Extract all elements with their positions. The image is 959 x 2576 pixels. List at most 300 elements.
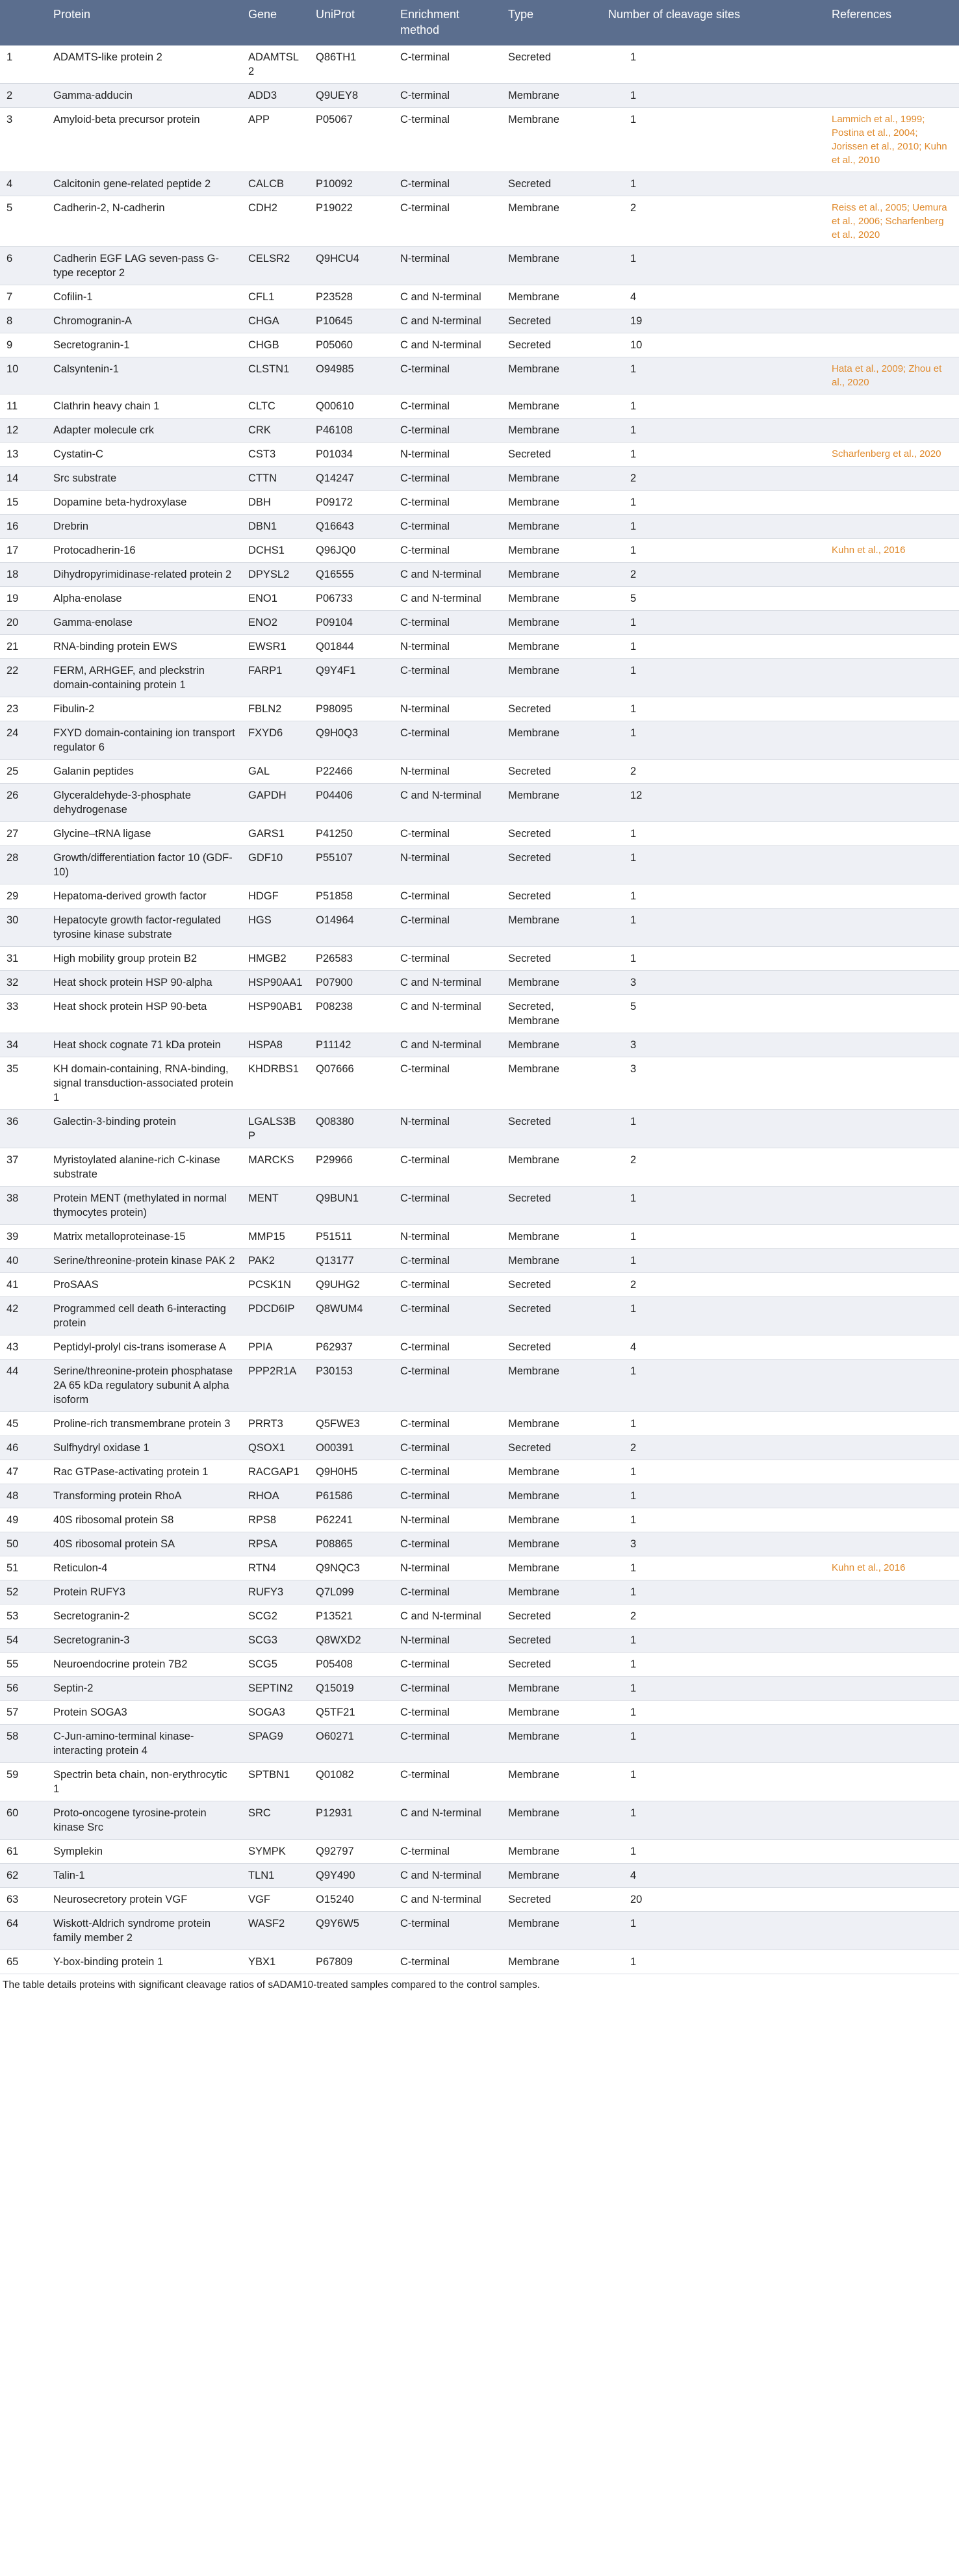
cell-protein: KH domain-containing, RNA-binding, signal transduction-associated protein 1 — [47, 1057, 242, 1110]
cell-index: 10 — [0, 357, 47, 394]
header-references: References — [825, 0, 959, 45]
cell-enrichment-method: C and N-terminal — [394, 309, 502, 333]
cell-enrichment-method: C and N-terminal — [394, 971, 502, 995]
cell-type: Membrane — [502, 1580, 602, 1604]
cell-uniprot: Q9UEY8 — [309, 84, 394, 108]
reference-links[interactable]: Scharfenberg et al., 2020 — [825, 443, 959, 467]
cell-references — [825, 760, 959, 784]
cell-cleavage-sites: 1 — [602, 846, 825, 884]
cell-protein: Septin-2 — [47, 1677, 242, 1701]
cell-references — [825, 285, 959, 309]
cell-uniprot: Q9BUN1 — [309, 1187, 394, 1225]
cell-gene: DPYSL2 — [242, 563, 309, 587]
table-row — [0, 1249, 959, 1273]
table-row — [0, 515, 959, 539]
cell-enrichment-method: C-terminal — [394, 721, 502, 760]
cell-index: 4 — [0, 172, 47, 196]
cell-index: 15 — [0, 491, 47, 515]
cell-references — [825, 1912, 959, 1950]
cell-type: Membrane — [502, 1148, 602, 1187]
cell-gene: ENO1 — [242, 587, 309, 611]
cell-index: 11 — [0, 394, 47, 419]
cell-type: Membrane — [502, 357, 602, 394]
cell-uniprot: P30153 — [309, 1359, 394, 1412]
cell-uniprot: P08865 — [309, 1532, 394, 1556]
cell-enrichment-method: N-terminal — [394, 443, 502, 467]
cell-type: Membrane — [502, 539, 602, 563]
cell-references — [825, 1888, 959, 1912]
cell-uniprot: O94985 — [309, 357, 394, 394]
cell-gene: ADAMTSL2 — [242, 45, 309, 84]
cell-type: Membrane — [502, 1532, 602, 1556]
header-index — [0, 0, 47, 45]
cell-index: 28 — [0, 846, 47, 884]
cell-cleavage-sites: 1 — [602, 1840, 825, 1864]
table-row — [0, 1110, 959, 1148]
table-row — [0, 760, 959, 784]
cell-uniprot: P12931 — [309, 1801, 394, 1840]
cell-enrichment-method: C-terminal — [394, 1725, 502, 1763]
cell-references — [825, 1950, 959, 1974]
cell-protein: Serine/threonine-protein kinase PAK 2 — [47, 1249, 242, 1273]
cell-protein: Peptidyl-prolyl cis-trans isomerase A — [47, 1335, 242, 1359]
cell-enrichment-method: C-terminal — [394, 822, 502, 846]
cell-cleavage-sites: 1 — [602, 659, 825, 697]
cell-enrichment-method: C and N-terminal — [394, 1801, 502, 1840]
cell-index: 22 — [0, 659, 47, 697]
cell-protein: Proline-rich transmembrane protein 3 — [47, 1412, 242, 1436]
cell-index: 27 — [0, 822, 47, 846]
cell-type: Membrane — [502, 491, 602, 515]
cell-cleavage-sites: 1 — [602, 394, 825, 419]
cell-index: 38 — [0, 1187, 47, 1225]
table-row — [0, 635, 959, 659]
cell-type: Membrane — [502, 635, 602, 659]
header-type: Type — [502, 0, 602, 45]
cell-gene: ADD3 — [242, 84, 309, 108]
cell-protein: Wiskott-Aldrich syndrome protein family member 2 — [47, 1912, 242, 1950]
cell-gene: DCHS1 — [242, 539, 309, 563]
cell-protein: 40S ribosomal protein SA — [47, 1532, 242, 1556]
cell-protein: Reticulon-4 — [47, 1556, 242, 1580]
cell-cleavage-sites: 1 — [602, 1225, 825, 1249]
reference-links[interactable]: Kuhn et al., 2016 — [825, 539, 959, 563]
cell-references — [825, 1801, 959, 1840]
table-row — [0, 196, 959, 247]
reference-links[interactable]: Lammich et al., 1999; Postina et al., 2004; Jorissen et al., 2010; Kuhn et al., 2010 — [825, 108, 959, 172]
cell-gene: RPS8 — [242, 1508, 309, 1532]
cell-gene: GAL — [242, 760, 309, 784]
cell-index: 9 — [0, 333, 47, 357]
cell-gene: RUFY3 — [242, 1580, 309, 1604]
cell-uniprot: Q8WUM4 — [309, 1297, 394, 1335]
cell-protein: Secretogranin-2 — [47, 1604, 242, 1629]
cell-index: 3 — [0, 108, 47, 172]
cell-references — [825, 659, 959, 697]
reference-links[interactable]: Kuhn et al., 2016 — [825, 1556, 959, 1580]
cell-index: 20 — [0, 611, 47, 635]
table-row — [0, 84, 959, 108]
cell-type: Membrane — [502, 1057, 602, 1110]
cell-uniprot: O00391 — [309, 1436, 394, 1460]
cell-cleavage-sites: 4 — [602, 285, 825, 309]
table-row — [0, 1359, 959, 1412]
cell-protein: Protocadherin-16 — [47, 539, 242, 563]
cell-type: Membrane — [502, 1763, 602, 1801]
table-row — [0, 1033, 959, 1057]
cell-cleavage-sites: 1 — [602, 697, 825, 721]
cell-references — [825, 1677, 959, 1701]
cell-cleavage-sites: 3 — [602, 1057, 825, 1110]
table-body — [0, 45, 959, 1974]
cell-index: 18 — [0, 563, 47, 587]
table-row — [0, 784, 959, 822]
cell-enrichment-method: C-terminal — [394, 611, 502, 635]
cell-protein: High mobility group protein B2 — [47, 947, 242, 971]
cell-index: 57 — [0, 1701, 47, 1725]
cell-uniprot: P62241 — [309, 1508, 394, 1532]
cell-uniprot: Q9Y6W5 — [309, 1912, 394, 1950]
table-row — [0, 1888, 959, 1912]
cell-gene: GDF10 — [242, 846, 309, 884]
cell-gene: YBX1 — [242, 1950, 309, 1974]
cell-index: 47 — [0, 1460, 47, 1484]
cell-gene: QSOX1 — [242, 1436, 309, 1460]
cell-references — [825, 611, 959, 635]
cell-protein: Glyceraldehyde-3-phosphate dehydrogenase — [47, 784, 242, 822]
cell-type: Membrane — [502, 247, 602, 285]
header-enrichment-method: Enrichment method — [394, 0, 502, 45]
cell-protein: ADAMTS-like protein 2 — [47, 45, 242, 84]
cell-gene: HSPA8 — [242, 1033, 309, 1057]
cell-enrichment-method: C-terminal — [394, 1840, 502, 1864]
cell-uniprot: P07900 — [309, 971, 394, 995]
header-row — [0, 0, 959, 45]
cell-cleavage-sites: 1 — [602, 247, 825, 285]
cell-gene: MENT — [242, 1187, 309, 1225]
cell-index: 13 — [0, 443, 47, 467]
cell-references — [825, 1033, 959, 1057]
cell-references — [825, 45, 959, 84]
cell-cleavage-sites: 20 — [602, 1888, 825, 1912]
cell-type: Secreted, Membrane — [502, 995, 602, 1033]
cell-references — [825, 635, 959, 659]
cell-enrichment-method: N-terminal — [394, 697, 502, 721]
cell-enrichment-method: C-terminal — [394, 196, 502, 247]
cell-type: Membrane — [502, 1864, 602, 1888]
cell-uniprot: Q16643 — [309, 515, 394, 539]
cell-protein: Proto-oncogene tyrosine-protein kinase Src — [47, 1801, 242, 1840]
cell-type: Membrane — [502, 1801, 602, 1840]
cell-references — [825, 1436, 959, 1460]
cell-references — [825, 884, 959, 908]
cell-references — [825, 1484, 959, 1508]
cell-index: 44 — [0, 1359, 47, 1412]
cell-references — [825, 1653, 959, 1677]
cell-cleavage-sites: 1 — [602, 1677, 825, 1701]
cell-references — [825, 1840, 959, 1864]
cell-index: 56 — [0, 1677, 47, 1701]
cell-enrichment-method: C-terminal — [394, 659, 502, 697]
cell-enrichment-method: N-terminal — [394, 1110, 502, 1148]
cell-type: Membrane — [502, 1249, 602, 1273]
cell-uniprot: Q15019 — [309, 1677, 394, 1701]
cell-index: 26 — [0, 784, 47, 822]
cell-protein: Transforming protein RhoA — [47, 1484, 242, 1508]
cell-gene: PRRT3 — [242, 1412, 309, 1436]
cell-uniprot: P46108 — [309, 419, 394, 443]
cell-gene: SCG2 — [242, 1604, 309, 1629]
cell-index: 61 — [0, 1840, 47, 1864]
cell-protein: Amyloid-beta precursor protein — [47, 108, 242, 172]
cell-type: Membrane — [502, 285, 602, 309]
cell-cleavage-sites: 1 — [602, 1249, 825, 1273]
table-row — [0, 1950, 959, 1974]
cell-uniprot: P41250 — [309, 822, 394, 846]
cell-gene: HGS — [242, 908, 309, 947]
cell-gene: CALCB — [242, 172, 309, 196]
cell-uniprot: Q5TF21 — [309, 1701, 394, 1725]
cell-type: Secreted — [502, 443, 602, 467]
cell-protein: Hepatocyte growth factor-regulated tyrosine kinase substrate — [47, 908, 242, 947]
cell-cleavage-sites: 4 — [602, 1335, 825, 1359]
cell-type: Membrane — [502, 659, 602, 697]
cell-protein: Myristoylated alanine-rich C-kinase substrate — [47, 1148, 242, 1187]
cell-enrichment-method: C-terminal — [394, 1763, 502, 1801]
table-row — [0, 1412, 959, 1436]
cell-uniprot: Q5FWE3 — [309, 1412, 394, 1436]
cell-type: Secreted — [502, 1888, 602, 1912]
cell-enrichment-method: N-terminal — [394, 1629, 502, 1653]
cell-type: Secreted — [502, 884, 602, 908]
cell-gene: SPAG9 — [242, 1725, 309, 1763]
cell-uniprot: Q9UHG2 — [309, 1273, 394, 1297]
cell-protein: Cystatin-C — [47, 443, 242, 467]
table-row — [0, 467, 959, 491]
cell-index: 55 — [0, 1653, 47, 1677]
cell-references — [825, 822, 959, 846]
cell-index: 36 — [0, 1110, 47, 1148]
cell-cleavage-sites: 2 — [602, 563, 825, 587]
cell-type: Secreted — [502, 1629, 602, 1653]
reference-links[interactable]: Hata et al., 2009; Zhou et al., 2020 — [825, 357, 959, 394]
cell-protein: Secretogranin-3 — [47, 1629, 242, 1653]
cell-type: Membrane — [502, 1033, 602, 1057]
cell-cleavage-sites: 1 — [602, 1725, 825, 1763]
cell-enrichment-method: C-terminal — [394, 1335, 502, 1359]
cell-protein: Heat shock cognate 71 kDa protein — [47, 1033, 242, 1057]
cell-references — [825, 467, 959, 491]
cell-uniprot: Q9H0H5 — [309, 1460, 394, 1484]
table-row — [0, 1297, 959, 1335]
cell-cleavage-sites: 1 — [602, 1653, 825, 1677]
cell-cleavage-sites: 1 — [602, 357, 825, 394]
cell-cleavage-sites: 1 — [602, 1701, 825, 1725]
cell-cleavage-sites: 2 — [602, 1273, 825, 1297]
cell-type: Membrane — [502, 611, 602, 635]
cell-gene: HSP90AA1 — [242, 971, 309, 995]
table-row — [0, 1701, 959, 1725]
cell-protein: Calcitonin gene-related peptide 2 — [47, 172, 242, 196]
cell-protein: Talin-1 — [47, 1864, 242, 1888]
cell-gene: TLN1 — [242, 1864, 309, 1888]
cell-protein: Clathrin heavy chain 1 — [47, 394, 242, 419]
cell-enrichment-method: C-terminal — [394, 1912, 502, 1950]
header-cleavage-sites: Number of cleavage sites — [602, 0, 825, 45]
cell-gene: PDCD6IP — [242, 1297, 309, 1335]
cell-type: Membrane — [502, 515, 602, 539]
cell-references — [825, 1110, 959, 1148]
table-row — [0, 563, 959, 587]
cell-enrichment-method: N-terminal — [394, 1508, 502, 1532]
cell-uniprot: Q92797 — [309, 1840, 394, 1864]
table-row — [0, 822, 959, 846]
cell-index: 31 — [0, 947, 47, 971]
cell-cleavage-sites: 2 — [602, 1604, 825, 1629]
cell-uniprot: Q13177 — [309, 1249, 394, 1273]
cell-protein: Heat shock protein HSP 90-beta — [47, 995, 242, 1033]
cell-gene: RPSA — [242, 1532, 309, 1556]
cell-protein: Drebrin — [47, 515, 242, 539]
cell-protein: Glycine–tRNA ligase — [47, 822, 242, 846]
cell-enrichment-method: C-terminal — [394, 1580, 502, 1604]
cell-type: Secreted — [502, 1297, 602, 1335]
cell-cleavage-sites: 1 — [602, 172, 825, 196]
cell-cleavage-sites: 1 — [602, 1460, 825, 1484]
cell-references — [825, 1604, 959, 1629]
cell-type: Membrane — [502, 84, 602, 108]
cell-uniprot: Q8WXD2 — [309, 1629, 394, 1653]
cell-protein: Cadherin EGF LAG seven-pass G-type receptor 2 — [47, 247, 242, 285]
cell-type: Membrane — [502, 784, 602, 822]
cell-type: Membrane — [502, 394, 602, 419]
cell-gene: SYMPK — [242, 1840, 309, 1864]
cell-uniprot: O15240 — [309, 1888, 394, 1912]
table-row — [0, 1912, 959, 1950]
cell-index: 7 — [0, 285, 47, 309]
cell-cleavage-sites: 1 — [602, 822, 825, 846]
table-row — [0, 846, 959, 884]
cell-type: Membrane — [502, 1840, 602, 1864]
table-row — [0, 721, 959, 760]
cell-index: 58 — [0, 1725, 47, 1763]
cell-gene: CHGB — [242, 333, 309, 357]
cell-type: Membrane — [502, 108, 602, 172]
cell-type: Secreted — [502, 947, 602, 971]
cell-cleavage-sites: 1 — [602, 45, 825, 84]
cell-enrichment-method: C-terminal — [394, 394, 502, 419]
cell-protein: FERM, ARHGEF, and pleckstrin domain-containing protein 1 — [47, 659, 242, 697]
cell-type: Membrane — [502, 1460, 602, 1484]
cell-type: Membrane — [502, 721, 602, 760]
cell-gene: CLSTN1 — [242, 357, 309, 394]
cell-cleavage-sites: 1 — [602, 1359, 825, 1412]
table-row — [0, 611, 959, 635]
cell-cleavage-sites: 5 — [602, 995, 825, 1033]
cell-uniprot: Q86TH1 — [309, 45, 394, 84]
cell-protein: Dopamine beta-hydroxylase — [47, 491, 242, 515]
cell-index: 52 — [0, 1580, 47, 1604]
cell-cleavage-sites: 1 — [602, 443, 825, 467]
cell-protein: Heat shock protein HSP 90-alpha — [47, 971, 242, 995]
cell-enrichment-method: C and N-terminal — [394, 333, 502, 357]
cell-references — [825, 784, 959, 822]
cell-index: 33 — [0, 995, 47, 1033]
cell-gene: ENO2 — [242, 611, 309, 635]
cell-cleavage-sites: 2 — [602, 760, 825, 784]
cell-cleavage-sites: 1 — [602, 1801, 825, 1840]
cell-uniprot: P23528 — [309, 285, 394, 309]
cell-protein: Dihydropyrimidinase-related protein 2 — [47, 563, 242, 587]
cell-enrichment-method: C-terminal — [394, 947, 502, 971]
cell-uniprot: P10092 — [309, 172, 394, 196]
cell-index: 8 — [0, 309, 47, 333]
table-row — [0, 884, 959, 908]
cell-cleavage-sites: 1 — [602, 1629, 825, 1653]
cell-protein: Calsyntenin-1 — [47, 357, 242, 394]
cell-enrichment-method: C and N-terminal — [394, 1604, 502, 1629]
table-row — [0, 1187, 959, 1225]
cell-index: 62 — [0, 1864, 47, 1888]
cell-protein: Galectin-3-binding protein — [47, 1110, 242, 1148]
table-row — [0, 1840, 959, 1864]
cell-protein: Matrix metalloproteinase-15 — [47, 1225, 242, 1249]
table-row — [0, 659, 959, 697]
cell-type: Secreted — [502, 333, 602, 357]
cell-gene: APP — [242, 108, 309, 172]
table-row — [0, 1725, 959, 1763]
cell-enrichment-method: C-terminal — [394, 1653, 502, 1677]
table-row — [0, 285, 959, 309]
table-row — [0, 1763, 959, 1801]
cell-gene: KHDRBS1 — [242, 1057, 309, 1110]
cell-cleavage-sites: 1 — [602, 419, 825, 443]
cell-cleavage-sites: 2 — [602, 1436, 825, 1460]
cell-gene: CDH2 — [242, 196, 309, 247]
cell-index: 43 — [0, 1335, 47, 1359]
cell-protein: FXYD domain-containing ion transport regulator 6 — [47, 721, 242, 760]
table-header — [0, 0, 959, 45]
cell-gene: SEPTIN2 — [242, 1677, 309, 1701]
cell-gene: FARP1 — [242, 659, 309, 697]
cell-cleavage-sites: 1 — [602, 635, 825, 659]
cell-type: Secreted — [502, 1110, 602, 1148]
cell-index: 14 — [0, 467, 47, 491]
cell-type: Membrane — [502, 1359, 602, 1412]
cell-gene: CLTC — [242, 394, 309, 419]
table-row — [0, 443, 959, 467]
cell-index: 2 — [0, 84, 47, 108]
cell-uniprot: Q9NQC3 — [309, 1556, 394, 1580]
cell-type: Secreted — [502, 1653, 602, 1677]
cell-index: 34 — [0, 1033, 47, 1057]
cell-type: Secreted — [502, 760, 602, 784]
reference-links[interactable]: Reiss et al., 2005; Uemura et al., 2006; Scharfenberg et al., 2020 — [825, 196, 959, 247]
cell-index: 1 — [0, 45, 47, 84]
cell-protein: ProSAAS — [47, 1273, 242, 1297]
cell-references — [825, 1508, 959, 1532]
cell-uniprot: P05408 — [309, 1653, 394, 1677]
cell-references — [825, 309, 959, 333]
cell-index: 50 — [0, 1532, 47, 1556]
cell-cleavage-sites: 2 — [602, 467, 825, 491]
cell-enrichment-method: C-terminal — [394, 357, 502, 394]
cell-enrichment-method: C-terminal — [394, 1950, 502, 1974]
cell-cleavage-sites: 1 — [602, 611, 825, 635]
table-row — [0, 357, 959, 394]
cell-enrichment-method: C and N-terminal — [394, 285, 502, 309]
table-row — [0, 172, 959, 196]
